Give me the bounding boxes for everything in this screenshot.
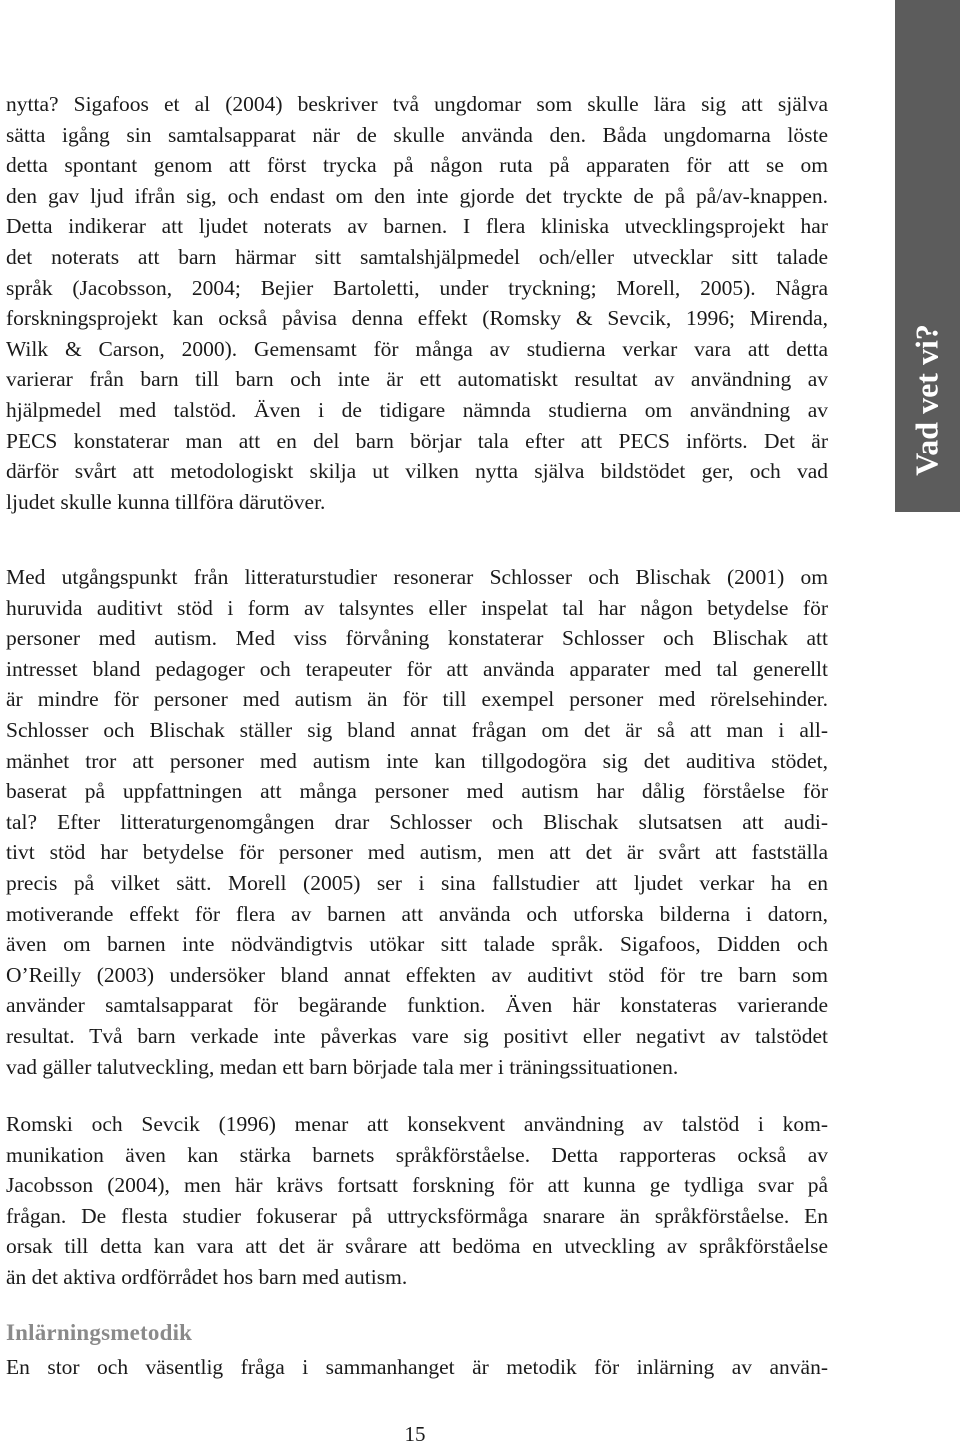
- text-line: detta spontant genom att först trycka på någon ruta på apparaten för att se om: [6, 153, 828, 178]
- text-line: hjälpmedel med talstöd. Även i de tidigare nämnda studierna om användning av: [6, 397, 828, 422]
- page-number: 15: [404, 1422, 426, 1446]
- text-line: mänhet tror att personer med autism inte kan tillgodogöra sig det auditiva stödet,: [6, 748, 828, 773]
- text-line: använder samtalsapparat för begärande funktion. Även här konstateras varierande: [6, 993, 828, 1018]
- text-line: tal? Efter litteraturgenomgången drar Schlosser och Blischak slutsatsen att audi-: [6, 809, 828, 834]
- text-line: huruvida auditivt stöd i form av talsyntes eller inspelat tal har någon betydelse för: [6, 595, 828, 620]
- body-paragraph-3: [6, 1109, 828, 1293]
- text-line: den gav ljud ifrån sig, och endast om den inte gjorde det tryckte de på på/av-knappen.: [6, 183, 828, 208]
- text-line: Romski och Sevcik (1996) menar att konsekvent användning av talstöd i kom-: [6, 1112, 828, 1136]
- text-line: Med utgångspunkt från litteraturstudier resonerar Schlosser och Blischak (2001) om: [6, 565, 828, 589]
- text-line: sätta igång sin samtalsapparat när de skulle använda den. Båda ungdomarna löste: [6, 122, 828, 147]
- text-line: språk (Jacobsson, 2004; Bejier Bartoletti, under tryckning; Morell, 2005). Några: [6, 275, 828, 300]
- text-line: personer med autism. Med viss förvåning konstaterar Schlosser och Blischak att: [6, 626, 828, 651]
- section-heading: Inlärningsmetodik: [6, 1320, 193, 1345]
- text-line: nytta? Sigafoos et al (2004) beskriver två ungdomar som skulle lära sig att själva: [6, 92, 828, 116]
- chapter-side-tab-label: Vad vet vi?: [908, 324, 945, 476]
- text-line: forskningsprojekt kan också påvisa denna effekt (Romsky & Sevcik, 1996; Mirenda,: [6, 306, 828, 331]
- text-line: vad gäller talutveckling, medan ett barn började tala mer i träningssituationen.: [6, 1054, 679, 1079]
- text-line: ljudet skulle kunna tillföra därutöver.: [6, 489, 326, 514]
- text-line: tivt stöd har betydelse för personer med autism, men att det är svårt att fastställa: [6, 840, 828, 865]
- body-paragraph-4: [6, 1352, 828, 1383]
- text-line: precis på vilket sätt. Morell (2005) ser i sina fallstudier att ljudet verkar ha en: [6, 870, 828, 895]
- text-line: O’Reilly (2003) undersöker bland annat effekten av auditivt stöd för tre barn som: [6, 962, 828, 987]
- text-line: resultat. Två barn verkade inte påverkas vare sig positivt eller negativt av talstödet: [6, 1023, 828, 1048]
- text-line: därför svårt att metodologiskt skilja ut vilken nytta själva bildstödet ger, och vad: [6, 459, 828, 484]
- text-line: Detta indikerar att ljudet noterats av barnen. I flera kliniska utvecklingsprojekt har: [6, 214, 828, 239]
- text-line: det noterats att barn härmar sitt samtalshjälpmedel och/eller utvecklar sitt talade: [6, 244, 828, 269]
- text-line: orsak till detta kan vara att det är svårare att bedöma en utveckling av språkförståelse: [6, 1234, 828, 1259]
- text-line: motiverande effekt för flera av barnen att använda och utforska bilderna i datorn,: [6, 901, 828, 926]
- text-line: intresset bland pedagoger och terapeuter för att använda apparater med tal generellt: [6, 656, 828, 681]
- text-line: även om barnen inte nödvändigtvis utökar sitt talade språk. Sigafoos, Didden och: [6, 932, 828, 957]
- text-line: PECS konstaterar man att en del barn börjar tala efter att PECS införts. Det är: [6, 428, 828, 453]
- text-line: Wilk & Carson, 2000). Gemensamt för många av studierna verkar vara att detta: [6, 336, 828, 361]
- text-line: baserat på uppfattningen att många personer med autism har dålig förståelse för: [6, 779, 828, 804]
- body-paragraph-1: [6, 89, 828, 517]
- text-line: frågan. De flesta studier fokuserar på uttrycksförmåga snarare än språkförståelse. En: [6, 1203, 828, 1228]
- text-line: varierar från barn till barn och inte är ett automatiskt resultat av användning av: [6, 367, 828, 392]
- text-line: är mindre för personer med autism än för till exempel personer med rörelsehinder.: [6, 687, 828, 712]
- text-line: munikation även kan stärka barnets språkförståelse. Detta rapporteras också av: [6, 1142, 828, 1167]
- text-line: En stor och väsentlig fråga i sammanhanget är metodik för inlärning av använ-: [6, 1355, 828, 1379]
- text-line: än det aktiva ordförrådet hos barn med autism.: [6, 1264, 408, 1289]
- body-paragraph-2: [6, 562, 828, 1082]
- text-line: Jacobsson (2004), men här krävs fortsatt forskning för att kunna ge tydliga svar på: [6, 1173, 828, 1198]
- chapter-side-tab: [895, 0, 960, 512]
- text-line: Schlosser och Blischak ställer sig bland annat frågan om det är så att man i all-: [6, 717, 828, 742]
